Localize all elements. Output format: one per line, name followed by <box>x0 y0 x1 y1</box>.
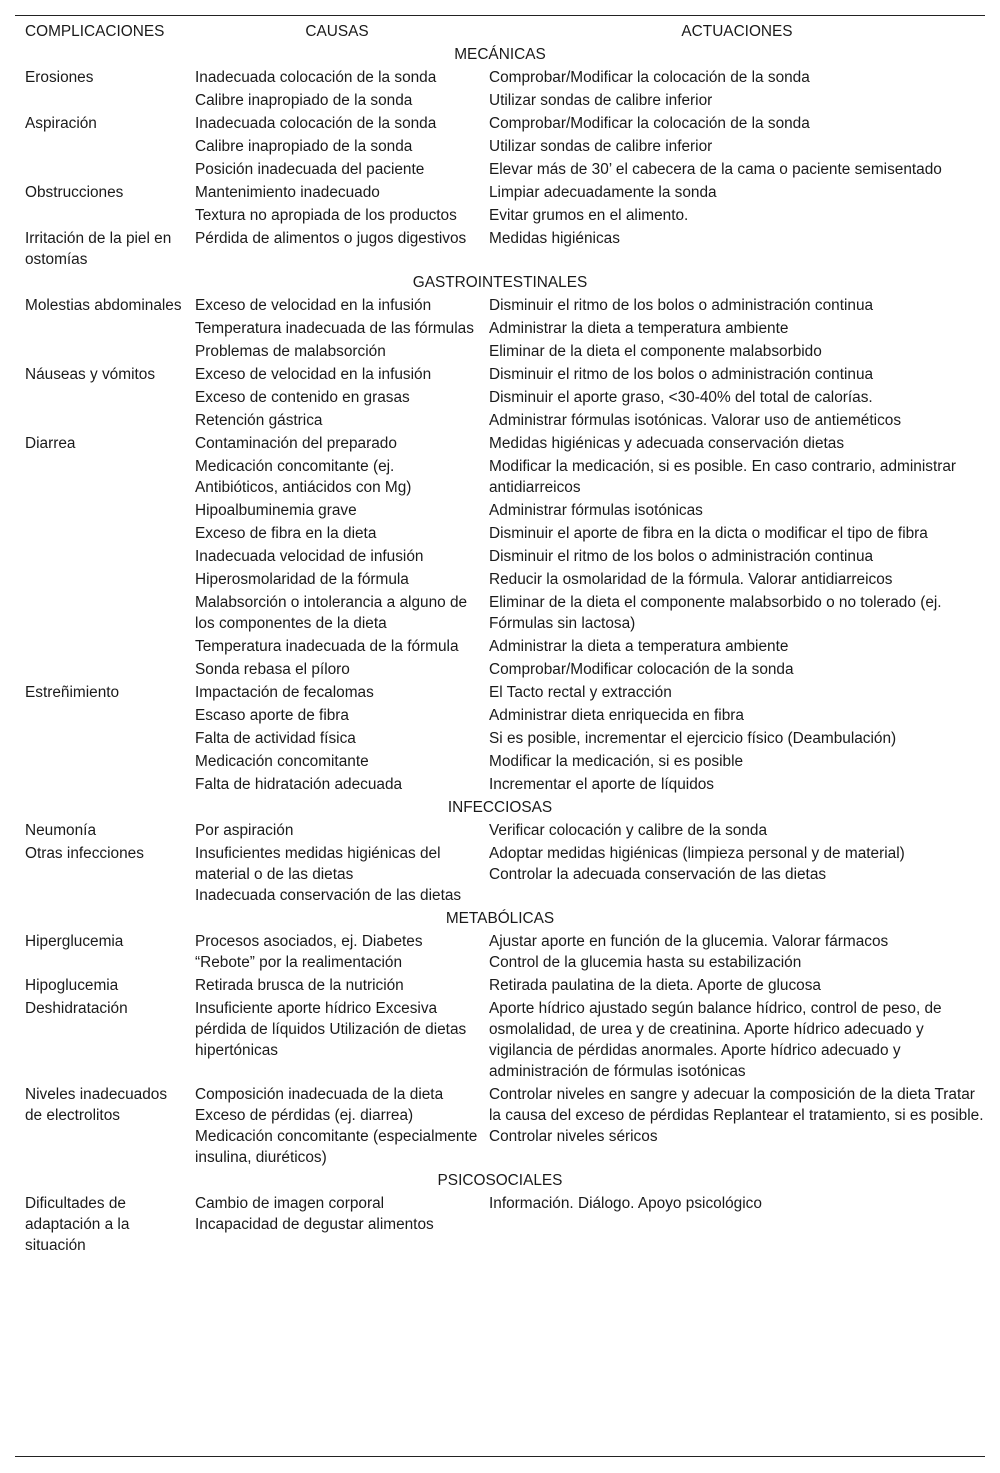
complication-cell <box>15 774 185 797</box>
action-cell <box>479 205 985 228</box>
table-row <box>15 998 985 1084</box>
complication-cell <box>15 205 185 228</box>
complication-cell <box>15 456 185 500</box>
table-row <box>15 433 985 456</box>
table-row <box>15 500 985 523</box>
action-text: Comprobar/Modificar la colocación de la sonda <box>489 115 810 132</box>
cause-cell <box>185 90 479 113</box>
action-text: Administrar la dieta a temperatura ambiente <box>489 320 789 337</box>
cause-cell <box>185 341 479 364</box>
table-row <box>15 136 985 159</box>
cause-text: Cambio de imagen corporal <box>195 1195 385 1212</box>
table-row <box>15 159 985 182</box>
cause-cell <box>185 751 479 774</box>
action-text-2: Controlar la adecuada conservación de las dietas <box>489 866 827 883</box>
complication-cell: Deshidratación <box>25 1000 128 1017</box>
cause-cell <box>185 1193 479 1258</box>
action-cell <box>479 998 985 1084</box>
action-text: Medidas higiénicas <box>489 230 620 247</box>
action-text: Aporte hídrico ajustado según balance hídrico, control de peso, de osmolalidad, de urea y de creatinina. Aporte hídrico adecuado y vigilancia de pérdidas anormales. Aporte hídrico adecuado y administración de fórmulas isotónicas <box>489 1000 942 1080</box>
complication-cell <box>15 159 185 182</box>
cause-text: Problemas de malabsorción <box>195 343 386 360</box>
cause-text: Procesos asociados, ej. Diabetes <box>195 933 423 950</box>
cause-cell <box>185 843 479 908</box>
table-row <box>15 67 985 90</box>
cause-text: Malabsorción o intolerancia a alguno de los componentes de la dieta <box>195 594 468 632</box>
table-row <box>15 682 985 705</box>
complication-cell <box>15 341 185 364</box>
section-row <box>15 272 985 295</box>
cause-cell <box>185 318 479 341</box>
action-text: Disminuir el ritmo de los bolos o administración continua <box>489 366 874 383</box>
complication-cell <box>15 636 185 659</box>
cause-text: Retención gástrica <box>195 412 323 429</box>
complication-cell: Dificultades de adaptación a la situación <box>25 1195 130 1254</box>
cause-text: Hiperosmolaridad de la fórmula <box>195 571 409 588</box>
action-cell <box>479 659 985 682</box>
complication-cell <box>15 546 185 569</box>
section-row <box>15 797 985 820</box>
action-cell <box>479 931 985 975</box>
table-row <box>15 1193 985 1258</box>
table-row <box>15 1084 985 1170</box>
cause-text: Exceso de contenido en grasas <box>195 389 410 406</box>
cause-cell <box>185 205 479 228</box>
cause-text: Contaminación del preparado <box>195 435 397 452</box>
cause-text: Inadecuada colocación de la sonda <box>195 69 437 86</box>
section-row <box>15 44 985 67</box>
complication-cell: Erosiones <box>25 69 94 86</box>
action-cell <box>479 820 985 843</box>
action-text: Ajustar aporte en función de la glucemia. Valorar fármacos <box>489 933 889 950</box>
cause-text: Exceso de velocidad en la infusión <box>195 297 432 314</box>
table-row <box>15 90 985 113</box>
action-cell <box>479 67 985 90</box>
table-row <box>15 569 985 592</box>
complication-cell: Náuseas y vómitos <box>25 366 156 383</box>
cause-text: Insuficiente aporte hídrico Excesiva pérdida de líquidos Utilización de dietas hipertónicas <box>195 1000 467 1059</box>
cause-text: Temperatura inadecuada de la fórmula <box>195 638 459 655</box>
table-row <box>15 341 985 364</box>
header-actuaciones: ACTUACIONES <box>681 23 793 40</box>
section-title: PSICOSOCIALES <box>437 1172 563 1189</box>
cause-cell <box>185 1084 479 1170</box>
cause-cell <box>185 931 479 975</box>
section-title: MECÁNICAS <box>454 46 546 63</box>
cause-cell <box>185 113 479 136</box>
cause-cell <box>185 410 479 433</box>
table-row <box>15 975 985 998</box>
complication-cell <box>15 410 185 433</box>
table-row <box>15 705 985 728</box>
cause-cell <box>185 546 479 569</box>
action-text: Disminuir el aporte graso, <30-40% del total de calorías. <box>489 389 873 406</box>
action-cell <box>479 751 985 774</box>
action-text: Administrar fórmulas isotónicas <box>489 502 703 519</box>
cause-text: Inadecuada colocación de la sonda <box>195 115 437 132</box>
complication-cell: Molestias abdominales <box>25 297 182 314</box>
action-cell <box>479 1084 985 1170</box>
table-row <box>15 410 985 433</box>
cause-text: Por aspiración <box>195 822 294 839</box>
action-cell <box>479 592 985 636</box>
cause-text: Composición inadecuada de la dieta Exceso de pérdidas (ej. diarrea) Medicación concomitante (especialmente insulina, diuréticos) <box>195 1086 478 1166</box>
action-text: Modificar la medicación, si es posible. En caso contrario, administrar antidiarreicos <box>489 458 957 496</box>
table-row <box>15 592 985 636</box>
complication-cell <box>15 136 185 159</box>
action-text: Modificar la medicación, si es posible <box>489 753 744 770</box>
cause-cell <box>185 998 479 1084</box>
section-row <box>15 1170 985 1193</box>
action-cell <box>479 341 985 364</box>
action-text: Reducir la osmolaridad de la fórmula. Valorar antidiarreicos <box>489 571 893 588</box>
cause-cell <box>185 67 479 90</box>
action-cell <box>479 410 985 433</box>
table-row <box>15 182 985 205</box>
complication-cell: Neumonía <box>25 822 97 839</box>
action-cell <box>479 228 985 272</box>
cause-cell <box>185 364 479 387</box>
table-row <box>15 113 985 136</box>
complication-cell: Otras infecciones <box>25 845 144 862</box>
table-row <box>15 228 985 272</box>
action-text-2: Control de la glucemia hasta su estabilización <box>489 954 802 971</box>
action-text: Incrementar el aporte de líquidos <box>489 776 715 793</box>
section-title: INFECCIOSAS <box>447 799 553 816</box>
action-text: Comprobar/Modificar colocación de la sonda <box>489 661 794 678</box>
cause-cell <box>185 295 479 318</box>
cause-text: Temperatura inadecuada de las fórmulas <box>195 320 474 337</box>
cause-text: Retirada brusca de la nutrición <box>195 977 404 994</box>
cause-text: Falta de hidratación adecuada <box>195 776 403 793</box>
cause-text: Exceso de velocidad en la infusión <box>195 366 432 383</box>
action-text: Controlar niveles en sangre y adecuar la composición de la dieta Tratar la causa del exceso de pérdidas Replantear el tratamiento, si es posible. Controlar niveles séricos <box>489 1086 984 1145</box>
action-cell <box>479 90 985 113</box>
action-text: Información. Diálogo. Apoyo psicológico <box>489 1195 762 1212</box>
action-text: Evitar grumos en el alimento. <box>489 207 689 224</box>
action-text: Verificar colocación y calibre de la sonda <box>489 822 768 839</box>
table-row <box>15 843 985 908</box>
cause-cell <box>185 387 479 410</box>
complication-cell <box>15 728 185 751</box>
cause-text: Insuficientes medidas higiénicas del material o de las dietas <box>195 845 441 883</box>
action-cell <box>479 318 985 341</box>
cause-cell <box>185 636 479 659</box>
action-cell <box>479 136 985 159</box>
action-text: Administrar fórmulas isotónicas. Valorar uso de antieméticos <box>489 412 902 429</box>
complication-cell <box>15 705 185 728</box>
action-cell <box>479 705 985 728</box>
action-text: Eliminar de la dieta el componente malabsorbido o no tolerado (ej. Fórmulas sin lactosa) <box>489 594 942 632</box>
table-row <box>15 931 985 975</box>
action-cell <box>479 774 985 797</box>
action-cell <box>479 387 985 410</box>
cause-cell <box>185 659 479 682</box>
action-text: Disminuir el aporte de fibra en la dicta o modificar el tipo de fibra <box>489 525 928 542</box>
action-text: Utilizar sondas de calibre inferior <box>489 92 713 109</box>
complication-cell: Hiperglucemia <box>25 933 124 950</box>
section-row <box>15 908 985 931</box>
action-cell <box>479 159 985 182</box>
action-cell <box>479 113 985 136</box>
cause-cell <box>185 456 479 500</box>
cause-text: Posición inadecuada del paciente <box>195 161 425 178</box>
cause-cell <box>185 975 479 998</box>
action-cell <box>479 728 985 751</box>
action-text: Limpiar adecuadamente la sonda <box>489 184 717 201</box>
action-text: Administrar la dieta a temperatura ambiente <box>489 638 789 655</box>
complication-cell: Irritación de la piel en ostomías <box>25 230 172 268</box>
action-text: Si es posible, incrementar el ejercicio físico (Deambulación) <box>489 730 897 747</box>
cause-cell <box>185 592 479 636</box>
cause-text: Falta de actividad física <box>195 730 356 747</box>
action-cell <box>479 636 985 659</box>
header-row <box>15 20 985 44</box>
action-cell <box>479 456 985 500</box>
action-text: Eliminar de la dieta el componente malabsorbido <box>489 343 822 360</box>
cause-cell <box>185 774 479 797</box>
cause-cell <box>185 728 479 751</box>
complication-cell: Aspiración <box>25 115 97 132</box>
action-cell <box>479 182 985 205</box>
action-text: Disminuir el ritmo de los bolos o administración continua <box>489 548 874 565</box>
cause-text-2: “Rebote” por la realimentación <box>195 954 403 971</box>
cause-text: Textura no apropiada de los productos <box>195 207 457 224</box>
cause-text: Pérdida de alimentos o jugos digestivos <box>195 230 467 247</box>
cause-cell <box>185 433 479 456</box>
cause-text: Hipoalbuminemia grave <box>195 502 357 519</box>
complication-cell: Estreñimiento <box>25 684 120 701</box>
top-rule <box>15 15 985 16</box>
table-row <box>15 636 985 659</box>
complication-cell <box>15 592 185 636</box>
cause-text: Calibre inapropiado de la sonda <box>195 138 413 155</box>
cause-cell <box>185 820 479 843</box>
cause-cell <box>185 136 479 159</box>
action-text: Medidas higiénicas y adecuada conservación dietas <box>489 435 845 452</box>
cause-cell <box>185 569 479 592</box>
complication-cell: Obstrucciones <box>25 184 124 201</box>
table-body <box>15 44 985 1258</box>
complication-cell <box>15 523 185 546</box>
cause-text: Mantenimiento inadecuado <box>195 184 380 201</box>
complication-cell <box>15 569 185 592</box>
table-row <box>15 364 985 387</box>
action-cell <box>479 682 985 705</box>
cause-text: Inadecuada velocidad de infusión <box>195 548 424 565</box>
table-row <box>15 820 985 843</box>
cause-cell <box>185 159 479 182</box>
table-row <box>15 546 985 569</box>
action-text: Disminuir el ritmo de los bolos o administración continua <box>489 297 874 314</box>
action-text: Retirada paulatina de la dieta. Aporte de glucosa <box>489 977 821 994</box>
complications-table <box>15 20 985 1258</box>
complication-cell <box>15 387 185 410</box>
section-title: GASTROINTESTINALES <box>412 274 588 291</box>
cause-text: Escaso aporte de fibra <box>195 707 349 724</box>
cause-text: Calibre inapropiado de la sonda <box>195 92 413 109</box>
action-cell <box>479 1193 985 1258</box>
action-cell <box>479 569 985 592</box>
table-row <box>15 295 985 318</box>
action-cell <box>479 975 985 998</box>
action-text: Adoptar medidas higiénicas (limpieza personal y de material) <box>489 845 905 862</box>
action-text: Elevar más de 30’ el cabecera de la cama o paciente semisentado <box>489 161 942 178</box>
cause-text: Medicación concomitante <box>195 753 369 770</box>
table-row <box>15 387 985 410</box>
cause-cell <box>185 705 479 728</box>
complication-cell <box>15 659 185 682</box>
complication-cell <box>15 90 185 113</box>
table-row <box>15 523 985 546</box>
complication-cell: Niveles inadecuados de electrolitos <box>25 1086 168 1124</box>
table-row <box>15 751 985 774</box>
table-row <box>15 318 985 341</box>
action-cell <box>479 843 985 908</box>
table-row <box>15 774 985 797</box>
table-row <box>15 456 985 500</box>
action-cell <box>479 546 985 569</box>
cause-cell <box>185 523 479 546</box>
cause-cell <box>185 228 479 272</box>
action-text: El Tacto rectal y extracción <box>489 684 672 701</box>
cause-cell <box>185 500 479 523</box>
cause-text-2: Incapacidad de degustar alimentos <box>195 1216 434 1233</box>
action-cell <box>479 295 985 318</box>
action-cell <box>479 523 985 546</box>
cause-text: Sonda rebasa el píloro <box>195 661 350 678</box>
action-cell <box>479 500 985 523</box>
action-cell <box>479 433 985 456</box>
cause-cell <box>185 682 479 705</box>
cause-text: Impactación de fecalomas <box>195 684 374 701</box>
cause-text-2: Inadecuada conservación de las dietas <box>195 887 462 904</box>
complication-cell: Diarrea <box>25 435 76 452</box>
complication-cell <box>15 500 185 523</box>
bottom-rule <box>15 1456 985 1457</box>
table-row <box>15 205 985 228</box>
table-row <box>15 659 985 682</box>
complication-cell <box>15 318 185 341</box>
action-text: Comprobar/Modificar la colocación de la sonda <box>489 69 810 86</box>
table-row <box>15 728 985 751</box>
action-text: Utilizar sondas de calibre inferior <box>489 138 713 155</box>
section-title: METABÓLICAS <box>445 910 555 927</box>
header-causas: CAUSAS <box>305 23 369 40</box>
action-text: Administrar dieta enriquecida en fibra <box>489 707 744 724</box>
cause-text: Medicación concomitante (ej. Antibióticos, antiácidos con Mg) <box>195 458 412 496</box>
cause-text: Exceso de fibra en la dieta <box>195 525 377 542</box>
complication-cell: Hipoglucemia <box>25 977 119 994</box>
action-cell <box>479 364 985 387</box>
cause-cell <box>185 182 479 205</box>
complication-cell <box>15 751 185 774</box>
header-complicaciones: COMPLICACIONES <box>25 23 165 40</box>
